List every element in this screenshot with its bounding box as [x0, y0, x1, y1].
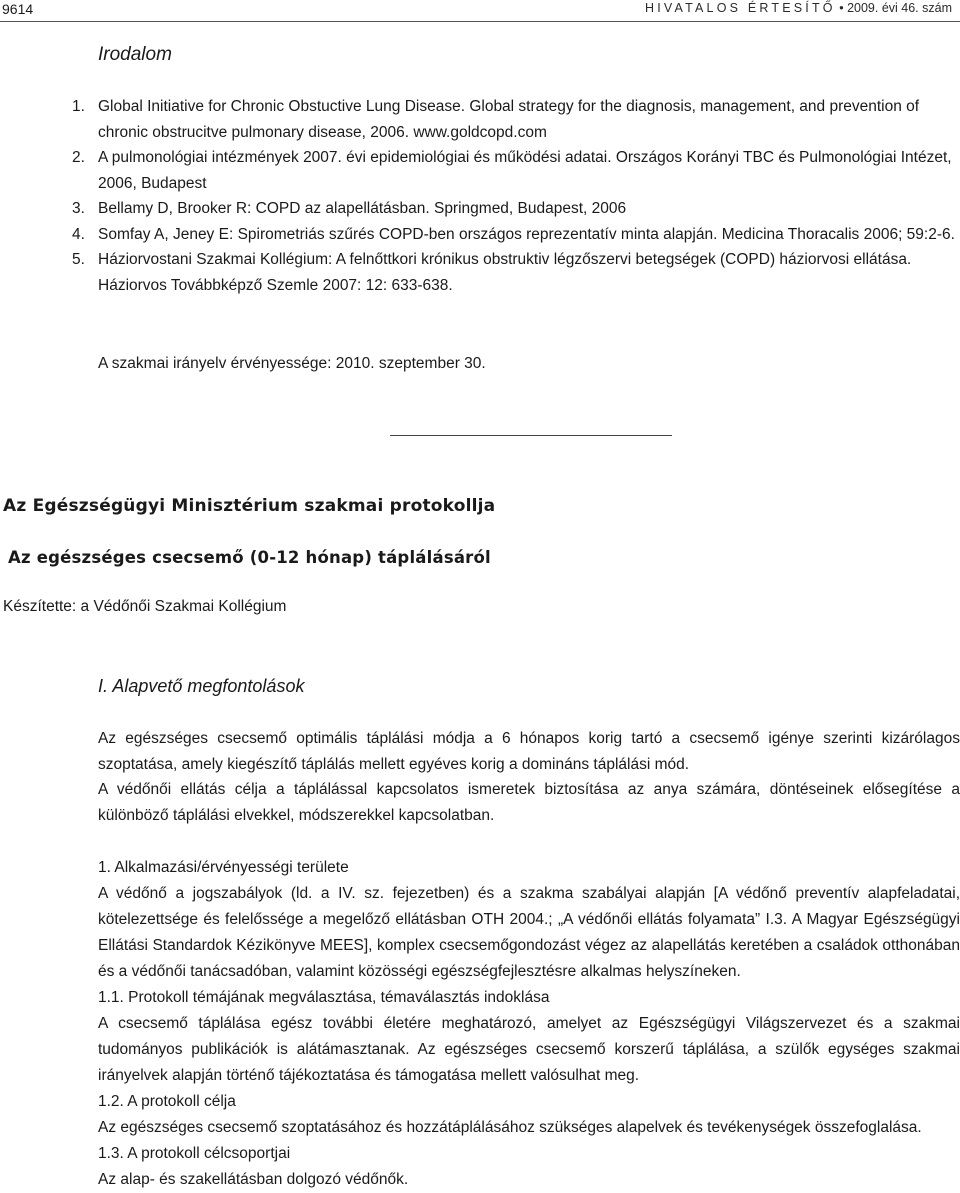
reference-item [72, 94, 960, 145]
section-text: A csecsemő táplálása egész további életére meghatározó, amelyet az Egészségügyi Világszervezet és a szakmai tudományos publikációk is alátámasztanak. Az egészséges csecsemő korszerű táplálása, a szülők egységes szakmai irányelvek alapján történő tájékoztatása és támogatása mellett valósulhat meg. [98, 1015, 960, 1084]
prepared-by: Készítette: a Védőnői Szakmai Kollégium [3, 598, 287, 615]
page-number: 9614 [2, 1, 34, 17]
bullet-separator: • [839, 1, 844, 15]
reference-list [72, 94, 960, 298]
section-text: Az alap- és szakellátásban dolgozó védőnők. [98, 1171, 409, 1188]
reference-text: Bellamy D, Brooker R: COPD az alapellátásban. Springmed, Budapest, 2006 [98, 200, 627, 217]
protocol-sections [98, 855, 960, 1193]
paragraph-text: Az egészséges csecsemő optimális táplálási módja a 6 hónapos korig tartó a csecsemő igénye szerinti kizárólagos szoptatása, amely kiegészítő táplálás mellett egyéves korig a domináns táplálási mód. [98, 730, 960, 773]
reference-number: 2. [72, 149, 85, 166]
section-text: A védőnő a jogszabályok (ld. a IV. sz. fejezetben) és a szakma szabályai alapján [A védőnő preventív alapfeladatai, kötelezettsége és felelőssége a megelőző ellátásban OTH 2004.; „A védőnői ellátás folyamata” I.3. A Magyar Egészségügyi Ellátási Standardok Kézikönyve MEES], komplex csecsemőgondozást végez az alapellátás keretében a családok otthonában és a védőnői tanácsadóban, valamint közösségi egészségfejlesztésre alkalmas helyszíneken. [98, 885, 960, 980]
reference-text: Háziorvostani Szakmai Kollégium: A felnőttkori krónikus obstruktiv légzőszervi betegségek (COPD) háziorvosi ellátása. Háziorvos Továbbképző Szemle 2007: 12: 633-638. [98, 251, 912, 294]
paragraph [98, 777, 960, 829]
reference-item [72, 222, 960, 248]
reference-number: 1. [72, 98, 85, 115]
reference-number: 5. [72, 251, 85, 268]
reference-item [72, 247, 960, 298]
validity-note: A szakmai irányelv érvényessége: 2010. szeptember 30. [98, 355, 486, 372]
paragraph-text: A védőnői ellátás célja a táplálással kapcsolatos ismeretek biztosítása az anya számára, döntéseinek elősegítése a különböző táplálási elvekkel, módszerekkel kapcsolatban. [98, 781, 960, 824]
chapter-heading: I. Alapvető megfontolások [98, 676, 305, 696]
reference-text: Somfay A, Jeney E: Spirometriás szűrés COPD-ben országos reprezentatív minta alapján. Medicina Thoracalis 2006; 59:2-6. [98, 225, 955, 243]
protocol-title: Az Egészségügyi Minisztérium szakmai protokollja [3, 496, 496, 516]
paragraph [98, 726, 960, 778]
section-text: Az egészséges csecsemő szoptatásához és hozzátáplálásához szükséges alapelvek és tevékenységek összefoglalása. [98, 1119, 922, 1136]
page-header [0, 0, 960, 24]
reference-item [72, 145, 960, 196]
issue-label: 2009. évi 46. szám [847, 1, 952, 15]
reference-text: Global Initiative for Chronic Obstuctive Lung Disease. Global strategy for the diagnosis, management, and prevention of chronic obstrucitve pulmonary disease, 2006. www.goldcopd.com [98, 98, 920, 141]
section-divider [390, 435, 672, 436]
reference-number: 4. [72, 225, 85, 243]
section-heading: 1. Alkalmazási/érvényességi területe [98, 859, 349, 876]
reference-item [72, 196, 960, 222]
reference-text: A pulmonológiai intézmények 2007. évi epidemiológiai és működési adatai. Országos Korányi TBC és Pulmonológiai Intézet, 2006, Budapest [98, 149, 952, 192]
section-heading: 1.2. A protokoll célja [98, 1093, 236, 1110]
references-heading: Irodalom [98, 44, 172, 65]
section-heading: 1.1. Protokoll témájának megválasztása, témaválasztás indoklása [98, 989, 550, 1006]
protocol-subtitle: Az egészséges csecsemő (0-12 hónap) táplálásáról [8, 548, 491, 567]
header-rule [0, 21, 960, 22]
reference-number: 3. [72, 200, 85, 217]
journal-name: HIVATALOS ÉRTESÍTŐ [644, 1, 836, 15]
running-title [645, 1, 952, 15]
section-heading: 1.3. A protokoll célcsoportjai [98, 1145, 291, 1162]
